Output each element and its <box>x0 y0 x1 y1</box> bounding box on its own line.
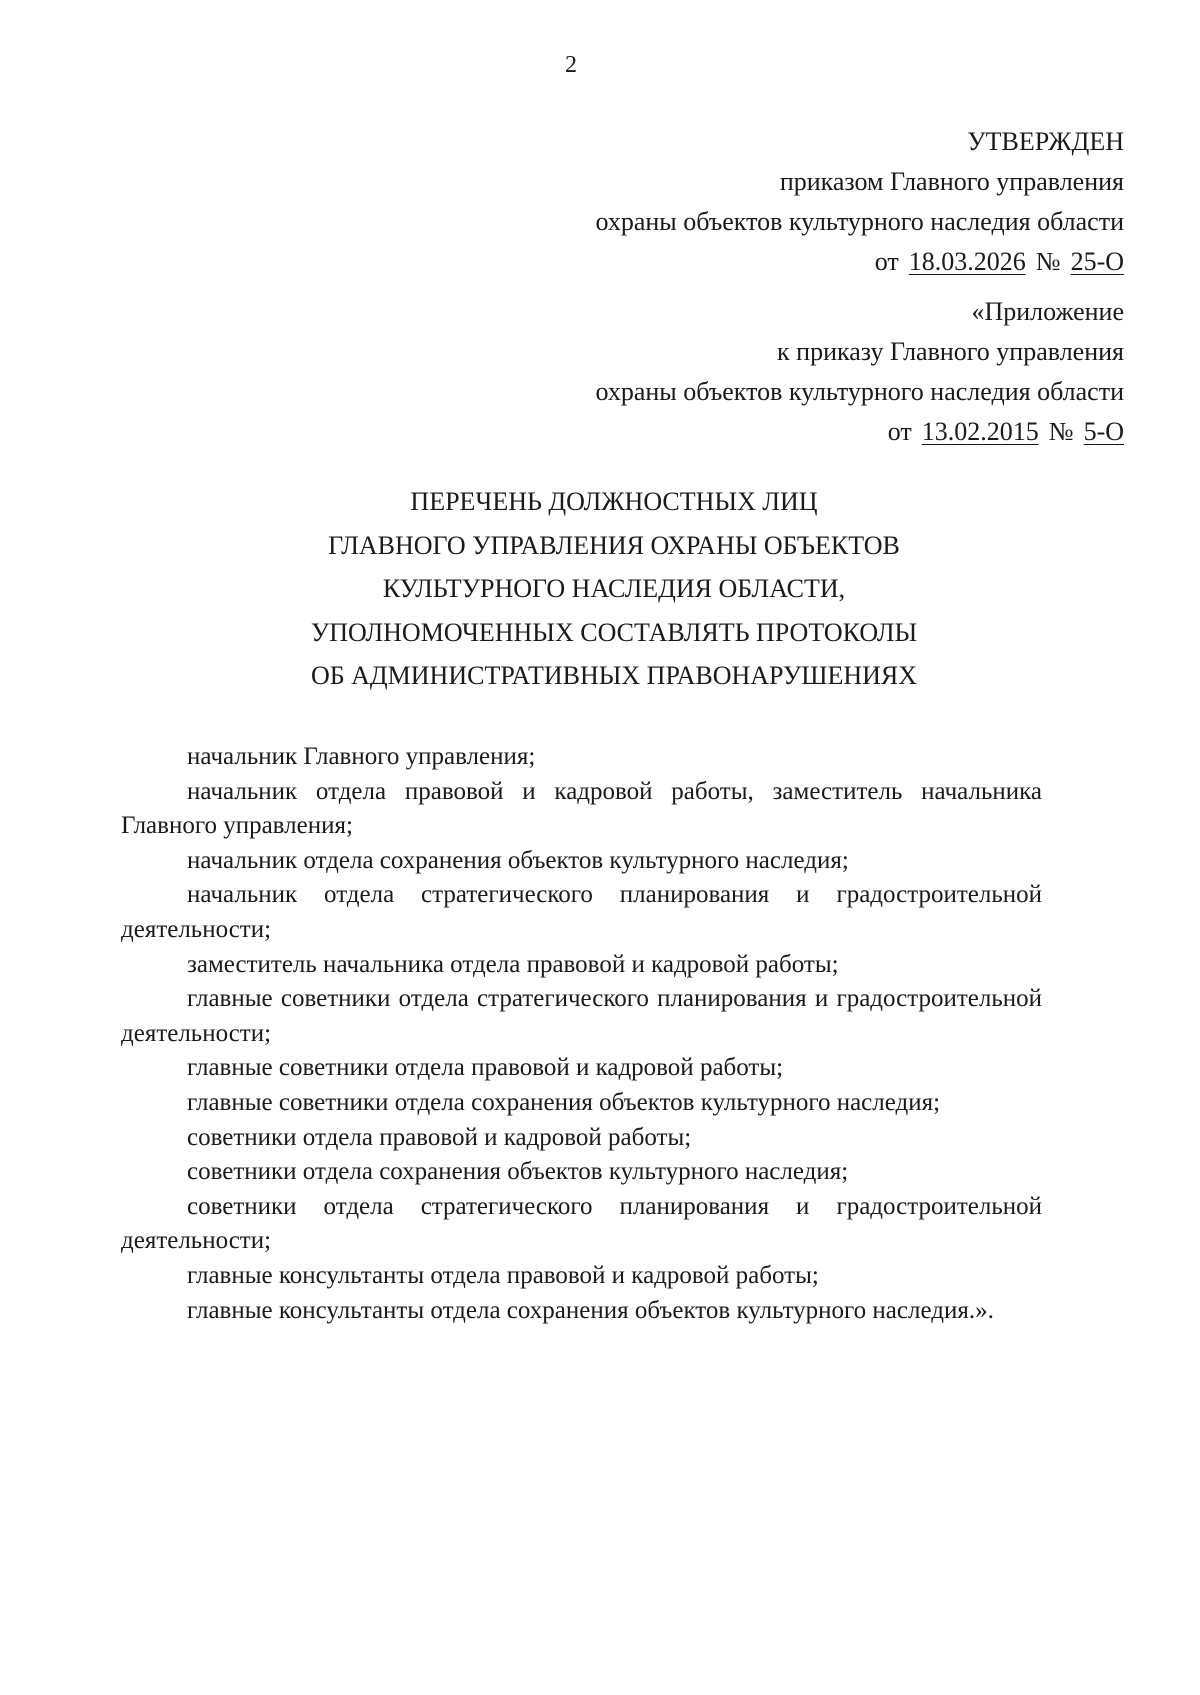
list-item: советники отдела сохранения объектов культурного наследия; <box>187 1158 849 1186</box>
approval-date-line <box>595 242 1124 282</box>
page-number: 2 <box>565 52 577 78</box>
title-line: УПОЛНОМОЧЕННЫХ СОСТАВЛЯТЬ ПРОТОКОЛЫ <box>310 617 918 647</box>
list-item: главные консультанты отдела сохранения объектов культурного наследия.». <box>187 1296 994 1324</box>
list-item: заместитель начальника отдела правовой и кадровой работы; <box>187 950 839 978</box>
title-line: ГЛАВНОГО УПРАВЛЕНИЯ ОХРАНЫ ОБЪЕКТОВ <box>328 530 900 560</box>
attachment-date: 13.02.2015 <box>921 417 1039 446</box>
title-line: ПЕРЕЧЕНЬ ДОЛЖНОСТНЫХ ЛИЦ <box>410 487 818 516</box>
list-item: главные советники отдела стратегического планирования и градостроительной деятельности; <box>121 985 1042 1047</box>
attachment-line-2: охраны объектов культурного наследия области <box>595 377 1124 406</box>
list-item: главные советники отдела правовой и кадровой работы; <box>187 1054 784 1082</box>
list-item: начальник отдела сохранения объектов культурного наследия; <box>187 846 849 874</box>
list-item: главные консультанты отдела правовой и кадровой работы; <box>187 1261 819 1289</box>
approval-date-prefix: от <box>874 247 899 276</box>
approval-line-2: охраны объектов культурного наследия области <box>595 207 1124 236</box>
attachment-number: 5-О <box>1083 417 1124 446</box>
attachment-line-0: «Приложение <box>971 297 1124 326</box>
approval-number-prefix: № <box>1035 247 1061 276</box>
list-item: начальник Главного управления; <box>187 743 536 770</box>
approval-number: 25-О <box>1070 247 1124 276</box>
list-item: советники отдела стратегического планирования и градостроительной деятельности; <box>121 1192 1042 1255</box>
title-line: КУЛЬТУРНОГО НАСЛЕДИЯ ОБЛАСТИ, <box>382 574 846 603</box>
approval-date: 18.03.2026 <box>908 247 1026 276</box>
approval-status: УТВЕРЖДЕН <box>967 127 1124 156</box>
attachment-date-line <box>595 412 1124 452</box>
officials-list <box>121 740 1042 1328</box>
list-item: начальник отдела стратегического планирования и градостроительной деятельности; <box>121 881 1042 943</box>
list-item: главные советники отдела сохранения объектов культурного наследия; <box>187 1088 941 1116</box>
attachment-block <box>595 292 1124 452</box>
approval-line-1: приказом Главного управления <box>779 167 1124 196</box>
approval-block <box>595 122 1124 282</box>
attachment-date-prefix: от <box>887 417 912 446</box>
document-title <box>0 480 1200 698</box>
list-item: начальник отдела правовой и кадровой работы, заместитель начальника Главного управления; <box>121 777 1042 840</box>
title-line: ОБ АДМИНИСТРАТИВНЫХ ПРАВОНАРУШЕНИЯХ <box>310 661 918 690</box>
attachment-line-1: к приказу Главного управления <box>777 337 1124 366</box>
list-item: советники отдела правовой и кадровой работы; <box>187 1123 692 1151</box>
attachment-number-prefix: № <box>1048 417 1074 446</box>
